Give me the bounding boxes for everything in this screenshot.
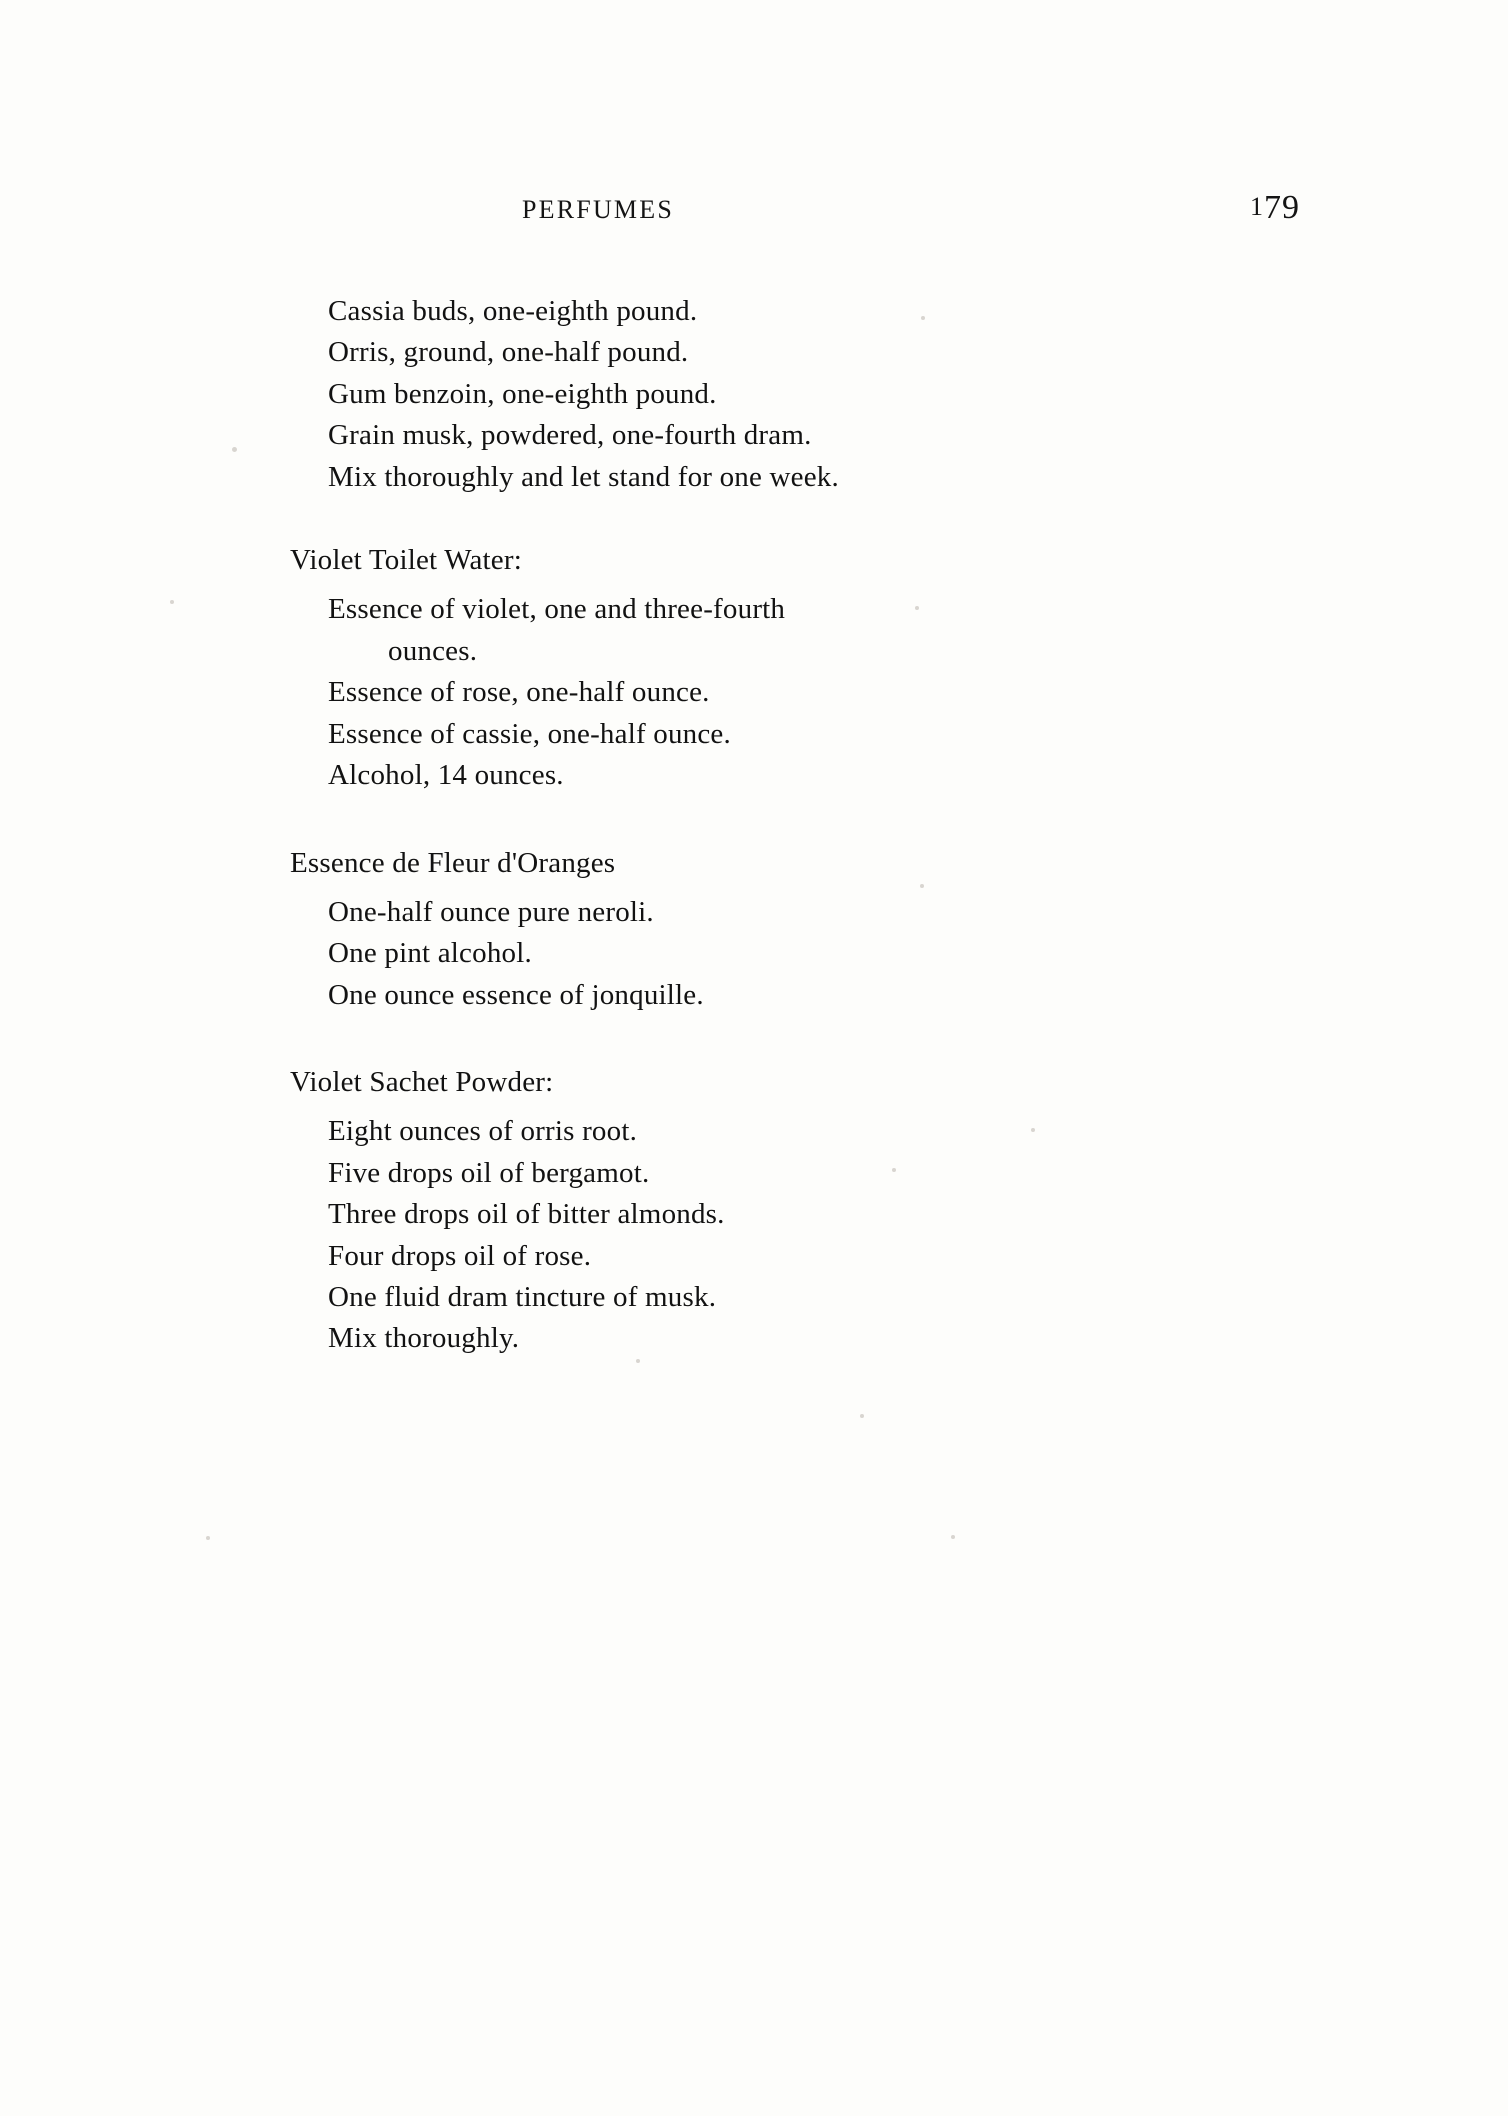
folio-first-digit: 1 <box>1250 192 1264 221</box>
recipe-line: Alcohol, 14 ounces. <box>328 759 564 792</box>
recipe-title: Violet Toilet Water: <box>290 544 522 577</box>
recipe-line: Five drops oil of bergamot. <box>328 1156 650 1189</box>
page-number <box>1250 189 1300 227</box>
recipe-block-4 <box>290 1068 1300 1360</box>
recipe-line: One-half ounce pure neroli. <box>328 895 654 928</box>
paper-speck <box>170 600 174 604</box>
recipe-line: Grain musk, powdered, one-fourth dram. <box>328 419 812 452</box>
paper-speck <box>206 1536 210 1540</box>
recipe-line: Essence of rose, one-half ounce. <box>328 676 710 709</box>
running-head <box>290 189 1300 255</box>
recipe-line: One fluid dram tincture of musk. <box>328 1280 717 1313</box>
paper-speck <box>951 1535 955 1539</box>
recipe-block-1 <box>290 291 1300 498</box>
recipe-line: Mix thoroughly and let stand for one week. <box>328 460 839 493</box>
recipe-line: One pint alcohol. <box>328 937 532 970</box>
recipe-title: Essence de Fleur d'Oranges <box>290 846 616 879</box>
recipe-line: Essence of cassie, one-half ounce. <box>328 717 731 750</box>
running-title: PERFUMES <box>522 195 674 224</box>
paper-speck <box>860 1414 864 1418</box>
recipe-line: Cassia buds, one-eighth pound. <box>328 295 698 327</box>
recipe-line: Orris, ground, one-half pound. <box>328 336 689 369</box>
recipe-line: Three drops oil of bitter almonds. <box>328 1198 725 1231</box>
recipe-block-3 <box>290 846 1300 1016</box>
page-content <box>290 189 1300 1394</box>
recipe-line-continuation: ounces. <box>388 634 478 667</box>
recipe-line: Mix thoroughly. <box>328 1322 520 1355</box>
paper-speck <box>232 447 237 452</box>
recipe-line: Gum benzoin, one-eighth pound. <box>328 377 717 410</box>
recipe-line: Four drops oil of rose. <box>328 1239 592 1272</box>
recipe-line: Essence of violet, one and three-fourth <box>328 593 786 626</box>
recipe-line: Eight ounces of orris root. <box>328 1115 638 1148</box>
folio-rest: 79 <box>1264 189 1300 226</box>
recipe-title: Violet Sachet Powder: <box>290 1066 554 1099</box>
recipe-line: One ounce essence of jonquille. <box>328 978 704 1011</box>
recipe-block-2 <box>290 546 1300 796</box>
